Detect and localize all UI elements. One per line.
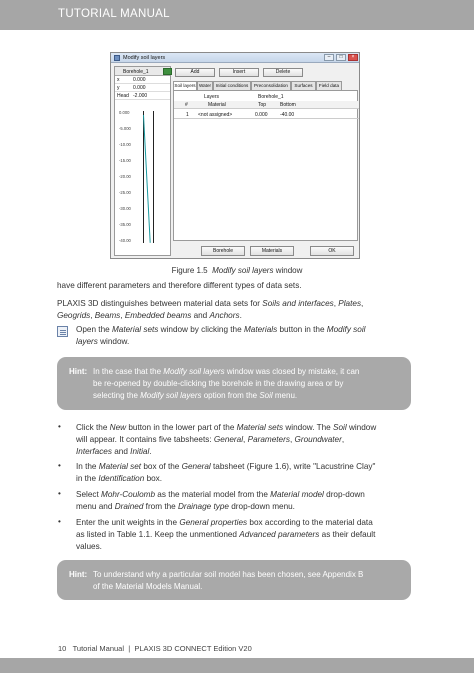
- table-row[interactable]: [174, 111, 359, 119]
- borehole-pane: [114, 66, 171, 256]
- text: tabsheet (Figure 1.6), write "Lacustrine Clay": [210, 462, 376, 471]
- tab-initial-conditions[interactable]: Initial conditions: [213, 81, 251, 90]
- footer-separator: |: [128, 644, 131, 653]
- text: ,: [361, 299, 364, 308]
- hint-box-2: [57, 560, 411, 600]
- text: window.: [97, 337, 130, 346]
- row-top[interactable]: 0.000: [255, 112, 268, 118]
- text: Soils and interfaces: [262, 299, 334, 308]
- borehole-column[interactable]: [143, 111, 155, 243]
- text: drop-down: [323, 490, 365, 499]
- bullet: •: [58, 517, 61, 526]
- text: window was closed by mistake, it can: [224, 367, 360, 376]
- borehole-nav-icon[interactable]: [163, 68, 172, 75]
- text: In the case that the: [93, 367, 164, 376]
- head-line: [143, 115, 151, 243]
- text: box of the: [141, 462, 182, 471]
- borehole-edge: [153, 111, 154, 243]
- footer-product: PLAXIS 3D CONNECT Edition V20: [134, 644, 252, 653]
- coord-key: Head: [117, 92, 129, 99]
- hint-text: [93, 569, 405, 593]
- coord-row-y: [115, 84, 170, 92]
- text: ,: [333, 299, 339, 308]
- coord-key: x: [117, 76, 120, 83]
- minimize-icon[interactable]: –: [324, 54, 334, 61]
- tab-preconsolidation[interactable]: Preconsolidation: [251, 81, 291, 90]
- maximize-icon[interactable]: □: [336, 54, 346, 61]
- text: Click the: [76, 423, 110, 432]
- column-header: #: [185, 102, 188, 108]
- add-button[interactable]: Add: [175, 68, 215, 77]
- text: menu.: [272, 391, 298, 400]
- header-title: TUTORIAL MANUAL: [58, 8, 170, 20]
- text: selecting the: [93, 391, 141, 400]
- row-bottom[interactable]: -40.00: [280, 112, 295, 118]
- text: New: [109, 423, 127, 432]
- body-paragraph-2: [57, 298, 417, 322]
- text: button in the lower part of the: [126, 423, 237, 432]
- text: drop-down menu.: [228, 502, 295, 511]
- text: layers: [76, 337, 98, 346]
- text: .: [239, 311, 242, 320]
- text: menu and: [76, 502, 115, 511]
- text: Modify soil: [326, 325, 366, 334]
- text: Soil: [259, 391, 273, 400]
- text: be re-opened by double-clicking the borehole in the drawing area or by: [93, 379, 344, 388]
- group-borehole: Borehole_1: [258, 94, 284, 100]
- text: Open the: [76, 325, 112, 334]
- row-material[interactable]: <not assigned>: [198, 112, 233, 118]
- text: as listed in Table 1.1. Keep the unmentioned: [76, 530, 240, 539]
- bullet: •: [58, 422, 61, 431]
- bullet-item-4: [76, 517, 412, 553]
- column-header: Bottom: [280, 102, 296, 108]
- text: Soil: [333, 423, 347, 432]
- bullet: •: [58, 489, 61, 498]
- text: General: [213, 435, 244, 444]
- tab-field-data[interactable]: Field data: [316, 81, 342, 90]
- group-layers: Layers: [204, 94, 220, 100]
- text: Mohr-Coulomb: [101, 490, 156, 499]
- depth-scale: [115, 111, 137, 256]
- figure-name: Modify soil layers: [212, 266, 274, 275]
- figure-suffix: window: [275, 266, 303, 275]
- table-header: [174, 101, 359, 109]
- text: window by clicking the: [158, 325, 244, 334]
- footer-manual: Tutorial Manual: [72, 644, 125, 653]
- hint-box-1: [57, 357, 411, 410]
- ok-button[interactable]: OK: [310, 246, 354, 256]
- text: Initial: [130, 447, 150, 456]
- text: Materials: [243, 325, 278, 334]
- depth-label: -40.00: [119, 238, 131, 243]
- action-note-icon: [57, 326, 68, 337]
- text: Geogrids: [57, 311, 91, 320]
- borehole-header: [115, 67, 170, 76]
- text: Material set: [98, 462, 142, 471]
- header-bar: [0, 0, 474, 30]
- text: window. The: [283, 423, 334, 432]
- bullet-item-2: [76, 461, 412, 485]
- tab-surfaces[interactable]: Surfaces: [291, 81, 316, 90]
- body-line-1: have different parameters and therefore different types of data sets.: [57, 281, 302, 290]
- dialog-titlebar: [111, 53, 359, 63]
- text: Modify soil layers: [163, 367, 225, 376]
- modify-soil-layers-screenshot: [110, 52, 360, 259]
- text: Material sets: [236, 423, 284, 432]
- dialog-title: Modify soil layers: [123, 55, 166, 61]
- text: option from the: [201, 391, 260, 400]
- text: Beams: [94, 311, 121, 320]
- text: Advanced parameters: [239, 530, 320, 539]
- depth-label: -15.00: [119, 158, 131, 163]
- figure-number: Figure 1.5: [171, 266, 208, 275]
- column-header: Top: [258, 102, 267, 108]
- tab-soil-layers[interactable]: Soil layers: [173, 81, 197, 91]
- borehole-button[interactable]: Borehole: [201, 246, 245, 256]
- text: General: [181, 462, 211, 471]
- soil-layers-table: [173, 90, 358, 241]
- text: from the: [143, 502, 178, 511]
- coord-key: y: [117, 84, 120, 91]
- text: Parameters: [247, 435, 290, 444]
- text: Material sets: [111, 325, 159, 334]
- coord-row-head: [115, 92, 170, 100]
- text: Plates: [338, 299, 362, 308]
- insert-button[interactable]: Insert: [219, 68, 259, 77]
- text: Identification: [98, 474, 145, 483]
- hint-label: Hint:: [69, 367, 88, 376]
- page-number: 10: [58, 644, 67, 653]
- window-icon: [114, 55, 120, 61]
- borehole-label: Borehole_1: [123, 69, 149, 75]
- text: as their default: [319, 530, 376, 539]
- coord-value[interactable]: 0.000: [133, 84, 146, 91]
- text: Modify soil layers: [140, 391, 202, 400]
- row-number: 1: [186, 112, 189, 118]
- column-header: Material: [208, 102, 226, 108]
- text: Embedded beams: [124, 311, 192, 320]
- text: Groundwater: [294, 435, 342, 444]
- text: in the: [76, 474, 99, 483]
- depth-label: 0.000: [119, 110, 130, 115]
- figure-caption: [0, 266, 474, 275]
- depth-label: -25.00: [119, 190, 131, 195]
- text: To understand why a particular soil model has been chosen, see Appendix B: [93, 570, 364, 579]
- hint-label: Hint:: [69, 570, 88, 579]
- action-note: [76, 324, 416, 348]
- materials-button[interactable]: Materials: [250, 246, 294, 256]
- depth-label: -10.00: [119, 142, 131, 147]
- text: button in the: [277, 325, 327, 334]
- text: Interfaces: [76, 447, 112, 456]
- dialog-tabs: [173, 81, 358, 90]
- text: Drained: [114, 502, 144, 511]
- depth-label: -5.000: [119, 126, 131, 131]
- text: of the Material Models Manual.: [93, 582, 203, 591]
- text: box.: [144, 474, 163, 483]
- table-group-header: [174, 93, 359, 101]
- text: Anchors: [209, 311, 240, 320]
- text: Material model: [270, 490, 324, 499]
- coord-row-x: [115, 76, 170, 84]
- close-icon[interactable]: ×: [348, 54, 358, 61]
- hint-text: [93, 366, 405, 402]
- tab-water[interactable]: Water: [198, 83, 212, 88]
- text: ,: [243, 435, 248, 444]
- depth-label: -30.00: [119, 206, 131, 211]
- bullet-item-3: [76, 489, 412, 513]
- depth-label: -35.00: [119, 222, 131, 227]
- text: General properties: [179, 518, 248, 527]
- coord-value[interactable]: 0.000: [133, 76, 146, 83]
- text: ,: [120, 311, 125, 320]
- bullet-item-1: [76, 422, 412, 458]
- delete-button[interactable]: Delete: [263, 68, 303, 77]
- text: .: [149, 447, 152, 456]
- bullet: •: [58, 461, 61, 470]
- text: values.: [76, 542, 102, 551]
- footer-bar: [0, 658, 474, 673]
- coord-value[interactable]: -2.000: [133, 92, 148, 99]
- text: box according to the material data: [247, 518, 373, 527]
- text: PLAXIS 3D distinguishes between material data sets for: [57, 299, 263, 308]
- text: and: [191, 311, 210, 320]
- text: ,: [289, 435, 295, 444]
- text: Drainage type: [177, 502, 229, 511]
- text: Select: [76, 490, 102, 499]
- text: and: [111, 447, 131, 456]
- text: window: [346, 423, 377, 432]
- layers-toolbar: [173, 66, 358, 78]
- text: In the: [76, 462, 99, 471]
- text: will appear. It contains five tabsheets:: [76, 435, 214, 444]
- text: Enter the unit weights in the: [76, 518, 180, 527]
- depth-label: -20.00: [119, 174, 131, 179]
- text: as the material model from the: [155, 490, 271, 499]
- page-footer: [58, 644, 252, 653]
- text: ,: [90, 311, 95, 320]
- text: ,: [341, 435, 345, 444]
